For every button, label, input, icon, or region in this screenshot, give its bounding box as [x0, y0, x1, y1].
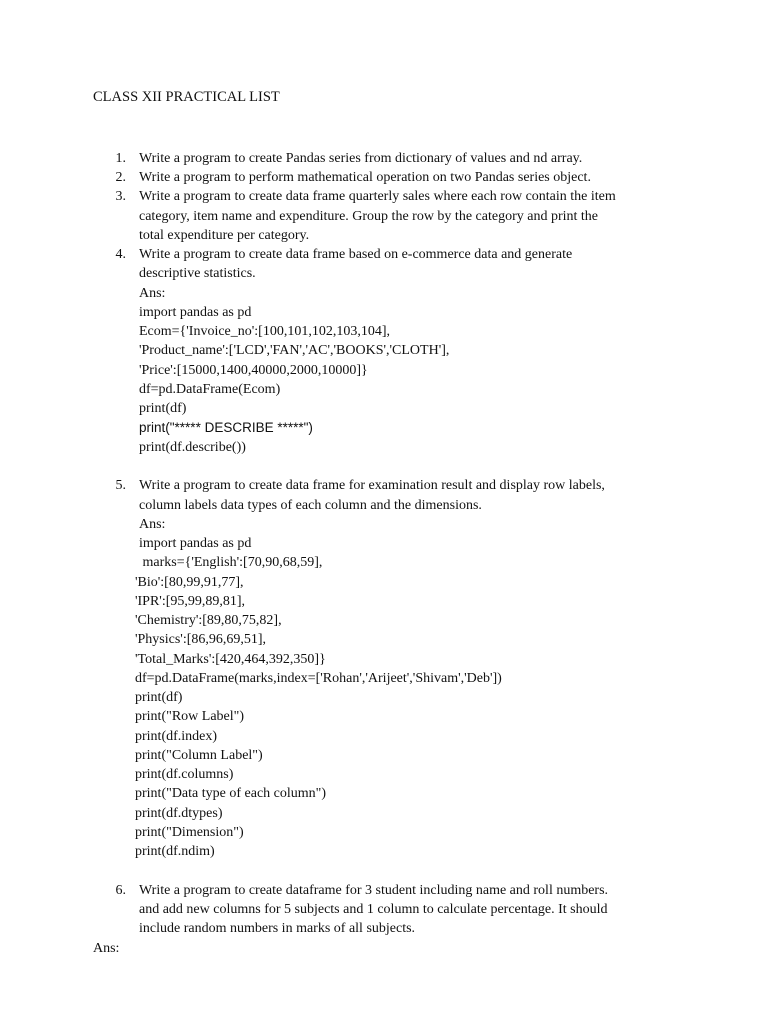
item-text: include random numbers in marks of all subjects. — [139, 921, 416, 936]
code-line: print("Dimension") — [135, 825, 244, 840]
item-number: 4. — [115, 247, 126, 262]
code-line: print(df.describe()) — [139, 440, 246, 455]
code-line: 'Bio':[80,99,91,77], — [135, 575, 244, 590]
code-line: marks={'English':[70,90,68,59], — [139, 555, 323, 570]
code-line: 'Total_Marks':[420,464,392,350]} — [135, 652, 326, 667]
code-line: 'IPR':[95,99,89,81], — [135, 594, 246, 609]
code-line: Ecom={'Invoice_no':[100,101,102,103,104], — [139, 324, 391, 339]
answer-label: Ans: — [139, 286, 166, 301]
answer-label: Ans: — [139, 517, 166, 532]
item-number: 2. — [115, 170, 126, 185]
item-number: 6. — [115, 883, 126, 898]
code-line: print(df.ndim) — [135, 844, 215, 859]
item-text: Write a program to create data frame quarterly sales where each row contain the item — [139, 189, 616, 204]
item-text: Write a program to create Pandas series from dictionary of values and nd array. — [139, 151, 583, 166]
code-line: print(df.columns) — [135, 767, 234, 782]
item-number: 5. — [115, 478, 126, 493]
item-text: Write a program to create data frame for examination result and display row labels, — [139, 478, 605, 493]
code-line: print("Column Label") — [135, 748, 263, 763]
code-line: import pandas as pd — [139, 305, 252, 320]
item-text: category, item name and expenditure. Group the row by the category and print the — [139, 209, 598, 224]
code-line: df=pd.DataFrame(marks,index=['Rohan','Arijeet','Shivam','Deb']) — [135, 671, 502, 686]
code-line: import pandas as pd — [139, 536, 252, 551]
code-line: print("Row Label") — [135, 709, 245, 724]
code-line: print(df.index) — [135, 729, 218, 744]
answer-label: Ans: — [93, 941, 120, 956]
code-line: 'Price':[15000,1400,40000,2000,10000]} — [139, 363, 368, 378]
code-line: 'Chemistry':[89,80,75,82], — [135, 613, 282, 628]
item-text: and add new columns for 5 subjects and 1 column to calculate percentage. It should — [139, 902, 608, 917]
item-text: Write a program to create dataframe for 3 student including name and roll numbers. — [139, 883, 609, 898]
code-line: print(df.dtypes) — [135, 806, 223, 821]
code-line: 'Physics':[86,96,69,51], — [135, 632, 267, 647]
item-text: total expenditure per category. — [139, 228, 310, 243]
code-line: 'Product_name':['LCD','FAN','AC','BOOKS','CLOTH'], — [139, 343, 450, 358]
item-number: 3. — [115, 189, 126, 204]
code-line: print("Data type of each column") — [135, 786, 327, 801]
item-text: descriptive statistics. — [139, 266, 256, 281]
item-text: Write a program to perform mathematical operation on two Pandas series object. — [139, 170, 591, 185]
code-line: print(df) — [139, 401, 187, 416]
item-text: Write a program to create data frame based on e-commerce data and generate — [139, 247, 573, 262]
item-number: 1. — [115, 151, 126, 166]
item-text: column labels data types of each column and the dimensions. — [139, 498, 482, 513]
code-line: print(df) — [135, 690, 183, 705]
code-line: df=pd.DataFrame(Ecom) — [139, 382, 281, 397]
document-title: CLASS XII PRACTICAL LIST — [93, 89, 280, 105]
code-line: print("***** DESCRIBE *****") — [139, 420, 313, 435]
